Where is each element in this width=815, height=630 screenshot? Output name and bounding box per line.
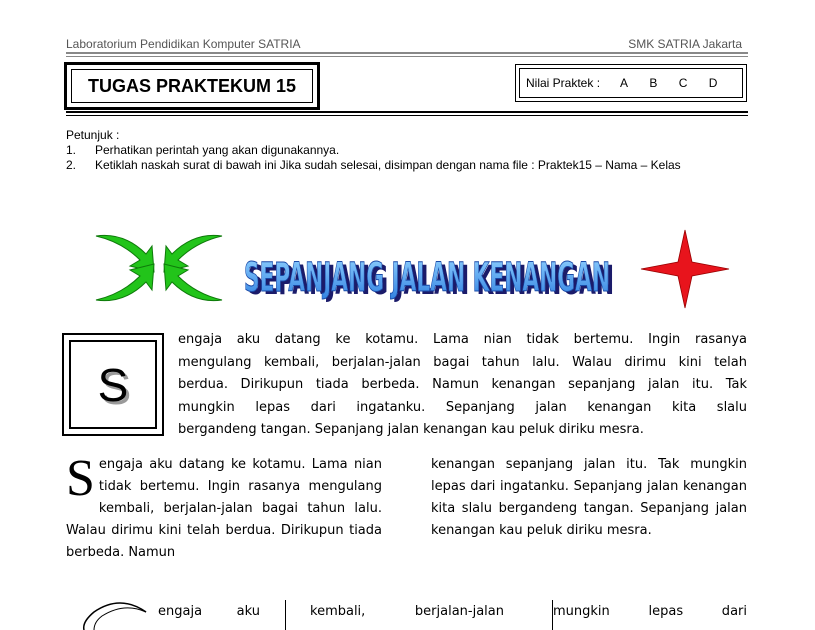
swirl-dropcap-icon	[80, 600, 150, 630]
instruction-number: 2.	[66, 158, 77, 172]
nilai-label: Nilai Praktek :	[526, 76, 601, 90]
dropcap-frame	[62, 333, 164, 436]
nilai-box	[515, 64, 747, 102]
grade-list	[600, 76, 717, 90]
wordart-shadow: SEPANJANG JALAN KENANGAN	[248, 258, 614, 304]
grade-a: A	[620, 76, 629, 90]
red-four-point-star-icon	[640, 229, 730, 309]
three-column-3: mungkin lepas dari	[553, 604, 747, 619]
paragraph-line: mengulang kembali, berjalan-jalan bagai tahun lalu. Walau dirimu kini telah	[178, 354, 747, 370]
header-rule	[66, 52, 748, 54]
two-column-left	[66, 450, 382, 564]
paragraph-one	[178, 329, 747, 442]
column-text: engaja aku datang ke kotamu. Lama nian tidak bertemu. Ingin rasanya mengulang kembali, berjalan-jalan bagai tahun lalu. Walau dirimu kini telah berdua. Dirikupun tiada berbeda. Namun	[66, 457, 382, 560]
page-title: TUGAS PRAKTEKUM 15	[71, 69, 313, 103]
header-bottom-rule-thin	[66, 115, 748, 116]
nilai-inner	[519, 68, 743, 98]
column-text: kenangan sepanjang jalan itu. Tak mungkin lepas dari ingatanku. Sepanjang jalan kenangan kita slalu bergandeng tangan. Sepanjang jalan kenangan kau peluk diriku mesra.	[431, 457, 747, 538]
paragraph-line: engaja aku datang ke kotamu. Lama nian tidak bertemu. Ingin rasanya	[178, 332, 747, 347]
paragraph-line: bergandeng tangan. Sepanjang jalan kenangan kau peluk diriku mesra.	[178, 422, 644, 437]
instruction-number: 1.	[66, 143, 77, 157]
green-curved-arrows-icon	[94, 228, 224, 306]
three-column-2: kembali, berjalan-jalan	[310, 604, 504, 619]
instruction-item	[66, 143, 681, 158]
two-column-right	[431, 454, 747, 542]
column-separator	[285, 600, 286, 630]
instructions-heading: Petunjuk :	[66, 128, 120, 142]
paragraph-line: mungkin lepas dari ingatanku. Sepanjang jalan kenangan kita slalu	[178, 399, 747, 415]
wordart-title	[238, 231, 616, 305]
instruction-text: Ketiklah naskah surat di bawah ini Jika sudah selesai, disimpan dengan nama file : Praktek15 – Nama – Kelas	[95, 158, 681, 172]
header-bottom-rule	[66, 111, 748, 113]
grade-c: C	[678, 76, 688, 90]
instruction-item	[66, 158, 681, 173]
wordart-text: SEPANJANG JALAN KENANGAN	[244, 255, 610, 301]
title-box	[64, 62, 320, 110]
instructions	[66, 128, 681, 173]
instruction-text: Perhatikan perintah yang akan digunakannya.	[95, 143, 340, 157]
dropcap-letter: S	[69, 340, 157, 429]
dropcap-serif: S	[66, 450, 95, 507]
header-right: SMK SATRIA Jakarta	[628, 37, 742, 51]
grade-b: B	[649, 76, 658, 90]
paragraph-line: berdua. Dirikupun tiada berbeda. Namun kenangan sepanjang jalan itu. Tak	[178, 377, 747, 392]
header-left: Laboratorium Pendidikan Komputer SATRIA	[66, 37, 301, 51]
header-rule-thin	[66, 56, 748, 57]
grade-d: D	[708, 76, 718, 90]
three-column-1: engaja aku	[158, 604, 260, 619]
